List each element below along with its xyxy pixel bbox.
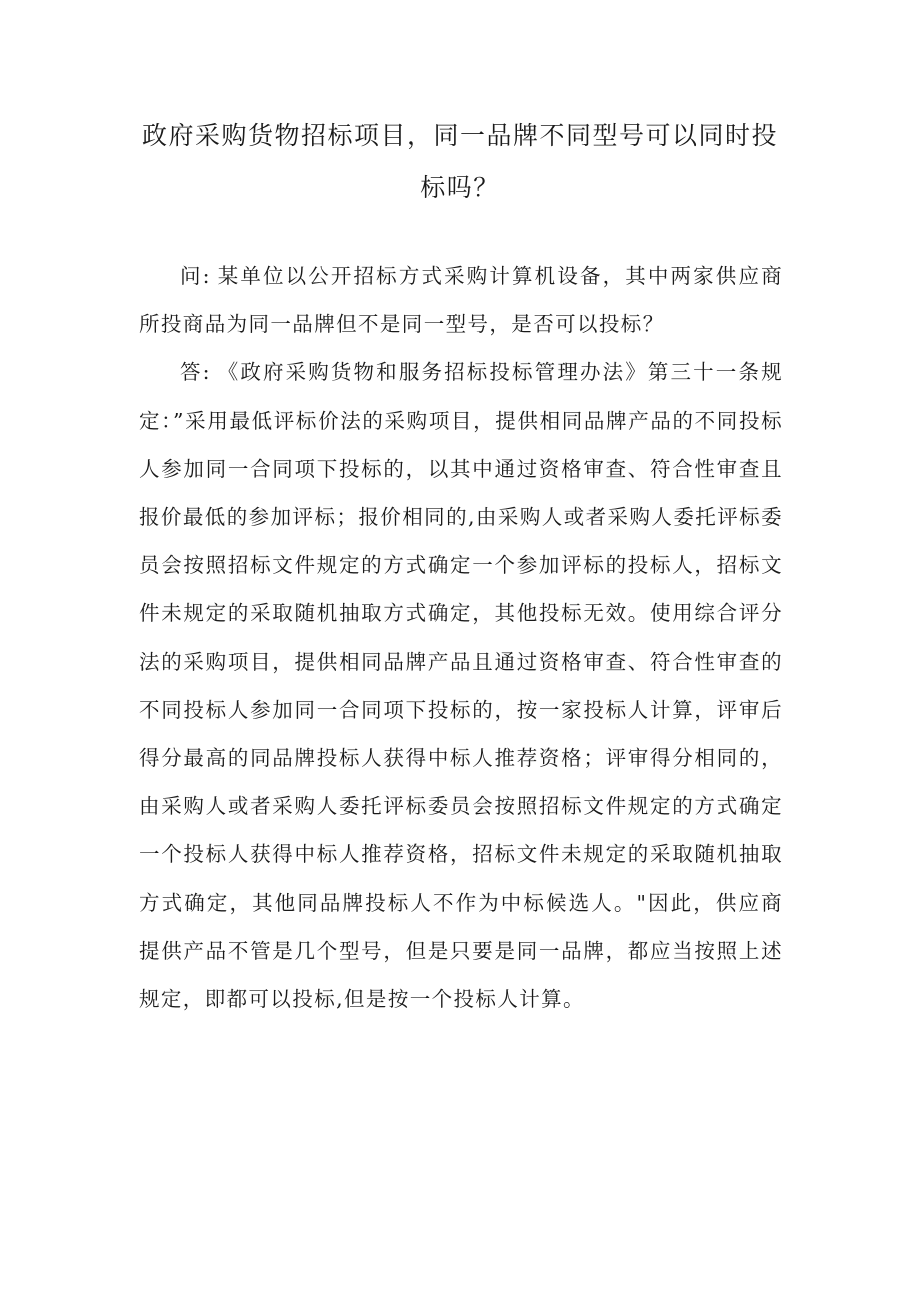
answer-text: 《政府采购货物和服务招标投标管理办法》第三十一条规定：”采用最低评标价法的采购项目，提供相同品牌产品的不同投标人参加同一合同项下投标的，以其中通过资格审查、符合性审查且报价最低的参加评标；报价相同的,由采购人或者采购人委托评标委员会按照招标文件规定的方式确定一个参加评标的投标人，招标文件未规定的采取随机抽取方式确定，其他投标无效。使用综合评分法的采购项目，提供相同品牌产品且通过资格审查、符合性审查的不同投标人参加同一合同项下投标的，按一家投标人计算，评审后得分最高的同品牌投标人获得中标人推荐资格；评审得分相同的，由采购人或者采购人委托评标委员会按照招标文件规定的方式确定一个投标人获得中标人推荐资格，招标文件未规定的采取随机抽取方式确定，其他同品牌投标人不作为中标候选人。"因此，供应商提供产品不管是几个型号，但是只要是同一品牌，都应当按照上述规定，即都可以投标,但是按一个投标人计算。: [139, 360, 783, 1012]
document-title: 政府采购货物招标项目，同一品牌不同型号可以同时投标吗？: [141, 121, 778, 202]
question-label: 问:: [180, 264, 211, 288]
question-paragraph: [139, 252, 783, 348]
answer-label: 答:: [180, 360, 211, 385]
document-body: [139, 252, 783, 1023]
question-text: 某单位以公开招标方式采购计算机设备，其中两家供应商所投商品为同一品牌但不是同一型号，是否可以投标？: [139, 264, 783, 337]
answer-paragraph: [139, 348, 783, 1023]
